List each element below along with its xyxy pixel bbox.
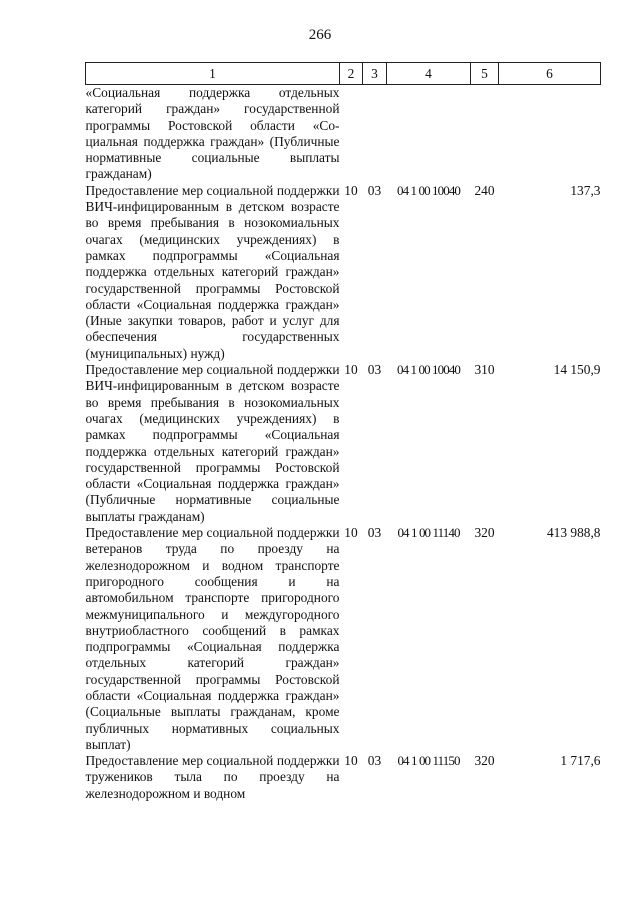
row-subsection-code: 03 <box>367 753 382 769</box>
row-subsection-code: 03 <box>367 362 382 378</box>
header-col-2: 2 <box>340 63 363 85</box>
row-target-article: 04 1 00 10040 <box>396 362 461 378</box>
row-expense-type: 320 <box>474 525 495 541</box>
row-subsection-code <box>363 85 387 183</box>
row-section-code: 10 <box>344 525 358 541</box>
table-row <box>86 85 601 183</box>
row-description: Предоставление мер социальной поддержки ВИЧ-инфицированным в детском возрасте во время пребывания в нозокомиальных очагах (медицинских учреждениях) в рамках подпрограммы «Социальная поддержка отдельных категорий граждан» государственной программы Ростовской области «Социальная поддержка граждан» (Иные закупки товаров, работ и услуг для обеспечения государственных (муниципальных) нужд) <box>85 182 340 361</box>
row-subsection-code: 03 <box>367 525 382 541</box>
row-expense-type: 310 <box>474 362 495 378</box>
row-amount <box>499 85 601 183</box>
header-col-3: 3 <box>363 63 387 85</box>
page-number: 266 <box>308 27 332 43</box>
row-section-code <box>340 85 363 183</box>
table-row <box>86 525 601 753</box>
table-row <box>86 753 601 802</box>
row-section-code: 10 <box>344 182 358 198</box>
row-description: Предоставление мер социальной поддержки ветеранов труда по проезду на железнодорожном и водном транспорте пригородного сообщения и на автомобильном транспорте пригородного межмуниципального и междугородного внутриобластного сообщений в рамках подпрограммы «Социальная поддержка отдельных категорий граждан» государственной программы Ростовской области «Социальная поддержка граждан» (Социальные выплаты гражданам, кроме публичных нормативных социальных выплат) <box>85 525 340 752</box>
row-amount: 1 717,6 <box>560 753 601 769</box>
row-expense-type: 320 <box>474 753 495 769</box>
table-header-row <box>86 63 601 85</box>
header-col-6: 6 <box>499 63 601 85</box>
row-target-article: 04 1 00 10040 <box>396 182 461 198</box>
row-target-article: 04 1 00 11150 <box>397 753 460 769</box>
budget-table <box>85 62 601 802</box>
header-col-5: 5 <box>471 63 499 85</box>
header-col-4: 4 <box>387 63 471 85</box>
row-expense-type: 240 <box>474 182 495 198</box>
row-section-code: 10 <box>344 753 358 769</box>
row-expense-type <box>471 85 499 183</box>
row-amount: 14 150,9 <box>553 362 601 378</box>
row-target-article: 04 1 00 11140 <box>397 525 460 541</box>
row-amount: 413 988,8 <box>546 525 601 541</box>
row-section-code: 10 <box>344 362 358 378</box>
header-col-1: 1 <box>86 63 340 85</box>
table-row <box>86 183 601 362</box>
row-amount: 137,3 <box>570 182 601 198</box>
row-target-article <box>387 85 471 183</box>
table-row <box>86 362 601 525</box>
row-description: «Социальная поддержка отдельных категорий граждан» государственной программы Ростовской области «Социальная поддержка граждан» (Публичные нормативные социальные выплаты гражданам) <box>85 85 340 182</box>
row-description: Предоставление мер социальной поддержки тружеников тыла по проезду на железнодорожном и водном <box>85 753 340 801</box>
row-subsection-code: 03 <box>367 182 382 198</box>
row-description: Предоставление мер социальной поддержки ВИЧ-инфицированным в детском возрасте во время пребывания в нозокомиальных очагах (медицинских учреждениях) в рамках подпрограммы «Социальная поддержка отдельных категорий граждан» государственной программы Ростовской области «Социальная поддержка граждан» (Публичные нормативные социальные выплаты гражданам) <box>85 362 340 524</box>
